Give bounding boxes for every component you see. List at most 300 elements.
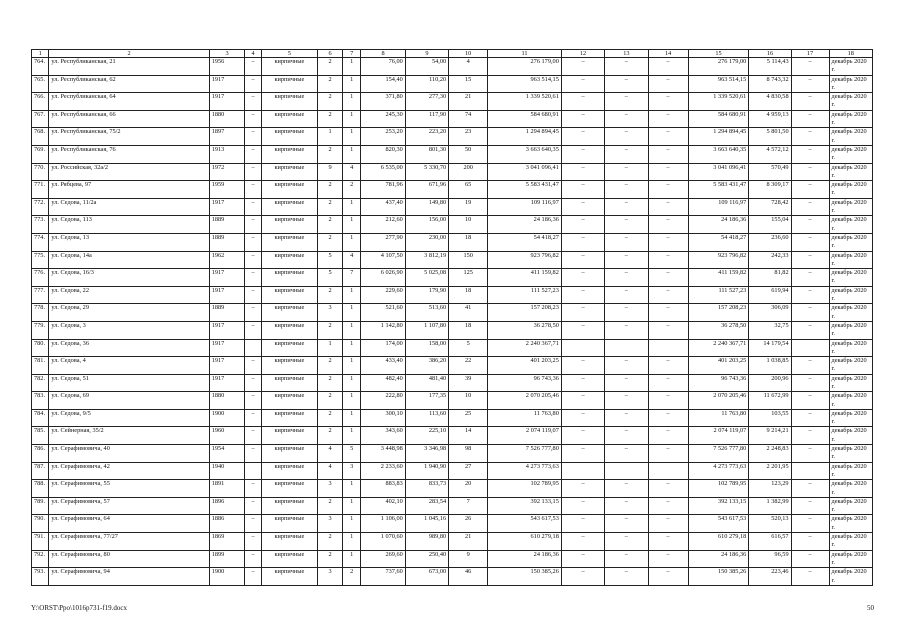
table-cell: 392 133,15 xyxy=(488,497,562,515)
column-number-header: 18 xyxy=(829,50,872,58)
table-row xyxy=(32,339,873,357)
table-cell: – xyxy=(245,286,261,304)
table-cell: 1 xyxy=(342,110,360,128)
table-cell: – xyxy=(245,321,261,339)
table-cell: 791. xyxy=(32,533,49,551)
table-cell: 2 074 119,07 xyxy=(488,427,562,445)
table-cell: – xyxy=(561,321,604,339)
table-cell: – xyxy=(648,163,688,181)
table-cell: ул. Седова, 4 xyxy=(49,357,209,375)
table-cell: 19 xyxy=(449,198,488,216)
column-number-header: 3 xyxy=(209,50,245,58)
table-row xyxy=(32,321,873,339)
table-cell: – xyxy=(648,251,688,269)
table-cell: 1917 xyxy=(209,198,245,216)
table-cell: 111 527,23 xyxy=(688,286,749,304)
table-cell: – xyxy=(605,181,648,199)
table-cell: декабрь 2020 г. xyxy=(829,357,872,375)
table-cell: ул. Республиканская, 76 xyxy=(49,145,209,163)
table-cell: – xyxy=(648,286,688,304)
table-cell: – xyxy=(605,550,648,568)
table-cell: декабрь 2020 г. xyxy=(829,427,872,445)
column-number-header: 5 xyxy=(261,50,317,58)
table-cell: 8 743,32 xyxy=(749,75,791,93)
table-cell: – xyxy=(791,374,829,392)
table-cell: 3 663 640,35 xyxy=(688,145,749,163)
table-cell: 1 107,80 xyxy=(405,321,448,339)
table-cell: 9 214,21 xyxy=(749,427,791,445)
table-cell: ул. Седова, 51 xyxy=(49,374,209,392)
table-cell: – xyxy=(561,181,604,199)
table-cell: 770. xyxy=(32,163,49,181)
table-cell: – xyxy=(648,533,688,551)
table-cell: 411 159,82 xyxy=(488,269,562,287)
table-cell: 11 763,80 xyxy=(688,409,749,427)
table-cell: 123,29 xyxy=(749,480,791,498)
table-cell: – xyxy=(245,515,261,533)
table-cell: 2 070 205,46 xyxy=(688,392,749,410)
table-cell: 156,00 xyxy=(405,216,448,234)
table-cell: 520,13 xyxy=(749,515,791,533)
table-cell: 2 074 119,07 xyxy=(688,427,749,445)
table-cell: ул. Российская, 32а/2 xyxy=(49,163,209,181)
table-cell: декабрь 2020 г. xyxy=(829,163,872,181)
table-cell: 5 583 431,47 xyxy=(688,181,749,199)
table-cell: 5 xyxy=(342,445,360,463)
table-row xyxy=(32,181,873,199)
table-cell: 2 xyxy=(318,233,343,251)
table-cell: – xyxy=(245,480,261,498)
table-cell: кирпичные xyxy=(261,269,317,287)
table-cell: ул. Седова, 22 xyxy=(49,286,209,304)
table-cell: кирпичные xyxy=(261,462,317,480)
table-cell: – xyxy=(791,427,829,445)
table-cell: кирпичные xyxy=(261,392,317,410)
table-cell: 767. xyxy=(32,110,49,128)
table-cell: 277,90 xyxy=(361,233,405,251)
table-cell: 1889 xyxy=(209,233,245,251)
table-cell: декабрь 2020 г. xyxy=(829,110,872,128)
table-cell: – xyxy=(791,497,829,515)
table-cell: – xyxy=(791,145,829,163)
table-cell: 781. xyxy=(32,357,49,375)
table-cell: 780. xyxy=(32,339,49,357)
table-cell: 402,10 xyxy=(361,497,405,515)
table-cell: 81,82 xyxy=(749,269,791,287)
table-cell: – xyxy=(791,445,829,463)
table-cell: 9 xyxy=(318,163,343,181)
table-cell: – xyxy=(561,515,604,533)
table-cell: – xyxy=(245,357,261,375)
table-cell: – xyxy=(561,58,604,76)
table-cell: кирпичные xyxy=(261,286,317,304)
table-cell: 23 xyxy=(449,128,488,146)
table-cell: 223,20 xyxy=(405,128,448,146)
table-cell: кирпичные xyxy=(261,339,317,357)
table-cell: 1900 xyxy=(209,568,245,586)
table-cell: – xyxy=(561,533,604,551)
table-cell: кирпичные xyxy=(261,216,317,234)
table-cell: 1913 xyxy=(209,145,245,163)
table-cell: 157 208,23 xyxy=(488,304,562,322)
table-cell: – xyxy=(245,497,261,515)
table-cell: 786. xyxy=(32,445,49,463)
table-cell: – xyxy=(791,93,829,111)
table-row xyxy=(32,533,873,551)
table-cell: 1917 xyxy=(209,269,245,287)
table-cell: – xyxy=(561,497,604,515)
table-cell: – xyxy=(648,93,688,111)
table-cell: – xyxy=(561,357,604,375)
table-cell: – xyxy=(648,392,688,410)
table-cell: 223,46 xyxy=(749,568,791,586)
table-cell: – xyxy=(605,409,648,427)
table-cell: 2 xyxy=(318,533,343,551)
table-cell: 4 xyxy=(318,445,343,463)
table-cell: 155,04 xyxy=(749,216,791,234)
table-cell: – xyxy=(648,233,688,251)
table-cell: – xyxy=(605,357,648,375)
table-cell: – xyxy=(245,374,261,392)
table-cell: 24 186,36 xyxy=(688,550,749,568)
table-cell: – xyxy=(605,145,648,163)
table-cell: 200,96 xyxy=(749,374,791,392)
table-cell: ул. Серафимовича, 77/27 xyxy=(49,533,209,551)
table-cell: – xyxy=(561,286,604,304)
table-cell: 1 xyxy=(342,550,360,568)
table-cell: 5 583 431,47 xyxy=(488,181,562,199)
table-row xyxy=(32,145,873,163)
column-number-header: 4 xyxy=(245,50,261,58)
column-number-header: 13 xyxy=(605,50,648,58)
table-cell: 1900 xyxy=(209,409,245,427)
table-cell: 2 xyxy=(318,409,343,427)
table-cell: – xyxy=(605,128,648,146)
table-cell: 11 763,80 xyxy=(488,409,562,427)
table-cell: – xyxy=(245,233,261,251)
table-cell: – xyxy=(245,409,261,427)
table-cell: 3 041 096,41 xyxy=(688,163,749,181)
table-cell: 2 xyxy=(318,497,343,515)
address-table xyxy=(31,49,873,586)
table-cell: 3 041 096,41 xyxy=(488,163,562,181)
table-cell: 103,55 xyxy=(749,409,791,427)
table-cell: 433,40 xyxy=(361,357,405,375)
table-cell: 2 xyxy=(318,110,343,128)
table-cell: 1889 xyxy=(209,216,245,234)
table-cell: 2 xyxy=(318,321,343,339)
table-cell: 18 xyxy=(449,233,488,251)
table-cell: 1917 xyxy=(209,357,245,375)
table-cell: 236,60 xyxy=(749,233,791,251)
table-cell: декабрь 2020 г. xyxy=(829,93,872,111)
table-cell: – xyxy=(648,374,688,392)
table-cell: – xyxy=(791,58,829,76)
table-cell: 728,42 xyxy=(749,198,791,216)
table-cell: 1954 xyxy=(209,445,245,463)
table-cell: 4 xyxy=(342,163,360,181)
table-cell: – xyxy=(648,515,688,533)
table-row xyxy=(32,233,873,251)
table-cell: 26 xyxy=(449,515,488,533)
table-cell: – xyxy=(605,497,648,515)
table-cell: 5 801,50 xyxy=(749,128,791,146)
table-cell: 5 xyxy=(449,339,488,357)
table-cell: 386,20 xyxy=(405,357,448,375)
table-cell: 125 xyxy=(449,269,488,287)
table-cell: 1 940,90 xyxy=(405,462,448,480)
table-cell: 782. xyxy=(32,374,49,392)
table-cell: 2 xyxy=(318,93,343,111)
table-cell: 6 535,00 xyxy=(361,163,405,181)
table-cell: – xyxy=(605,233,648,251)
table-cell: 96,59 xyxy=(749,550,791,568)
table-row xyxy=(32,445,873,463)
table-cell: 276 179,00 xyxy=(688,58,749,76)
table-cell: 481,40 xyxy=(405,374,448,392)
table-cell: – xyxy=(561,251,604,269)
table-cell: 610 279,18 xyxy=(688,533,749,551)
table-cell: 883,83 xyxy=(361,480,405,498)
table-cell: 253,20 xyxy=(361,128,405,146)
column-number-header: 12 xyxy=(561,50,604,58)
table-cell: – xyxy=(561,75,604,93)
table-cell: 1972 xyxy=(209,163,245,181)
table-cell: 174,00 xyxy=(361,339,405,357)
table-cell: 245,30 xyxy=(361,110,405,128)
table-cell: – xyxy=(605,216,648,234)
table-cell: декабрь 2020 г. xyxy=(829,269,872,287)
table-cell: 230,00 xyxy=(405,233,448,251)
table-cell: 411 159,82 xyxy=(688,269,749,287)
table-cell: 96 743,36 xyxy=(488,374,562,392)
table-cell: 54 418,27 xyxy=(688,233,749,251)
table-cell: 14 179,54 xyxy=(749,339,791,357)
table-cell: 789. xyxy=(32,497,49,515)
table-row xyxy=(32,198,873,216)
table-cell: 584 680,91 xyxy=(688,110,749,128)
table-cell: 1940 xyxy=(209,462,245,480)
table-cell: ул. Седова, 16/3 xyxy=(49,269,209,287)
table-cell: 1 294 894,45 xyxy=(488,128,562,146)
table-cell: 4 xyxy=(449,58,488,76)
table-cell: – xyxy=(791,198,829,216)
table-cell: 1 339 520,61 xyxy=(688,93,749,111)
table-cell: 229,60 xyxy=(361,286,405,304)
table-cell: 2 240 367,71 xyxy=(688,339,749,357)
table-cell: – xyxy=(791,128,829,146)
table-cell: 610 279,18 xyxy=(488,533,562,551)
table-cell: 2 240 367,71 xyxy=(488,339,562,357)
table-cell: 2 xyxy=(318,357,343,375)
table-cell: 1899 xyxy=(209,550,245,568)
table-row xyxy=(32,163,873,181)
table-cell: декабрь 2020 г. xyxy=(829,58,872,76)
table-cell: 117,90 xyxy=(405,110,448,128)
table-cell: 20 xyxy=(449,480,488,498)
table-cell: – xyxy=(561,163,604,181)
table-cell: – xyxy=(245,216,261,234)
table-cell: 5 114,43 xyxy=(749,58,791,76)
table-cell: 179,90 xyxy=(405,286,448,304)
table-cell: – xyxy=(791,251,829,269)
table-cell xyxy=(648,339,688,357)
table-cell: 1 xyxy=(342,145,360,163)
table-cell: 989,80 xyxy=(405,533,448,551)
table-cell: ул. Седова, 11/2а xyxy=(49,198,209,216)
table-cell: – xyxy=(245,58,261,76)
table-cell: кирпичные xyxy=(261,128,317,146)
table-cell: 24 186,36 xyxy=(488,216,562,234)
table-cell: ул. Седова, 29 xyxy=(49,304,209,322)
table-cell: 963 514,15 xyxy=(688,75,749,93)
table-cell: – xyxy=(791,75,829,93)
table-cell: – xyxy=(791,269,829,287)
table-row xyxy=(32,269,873,287)
table-cell: 54 418,27 xyxy=(488,233,562,251)
table-cell: – xyxy=(561,374,604,392)
table-cell: декабрь 2020 г. xyxy=(829,515,872,533)
table-cell: 2 xyxy=(318,286,343,304)
table-cell: 110,20 xyxy=(405,75,448,93)
table-cell: – xyxy=(791,233,829,251)
table-cell: 1917 xyxy=(209,321,245,339)
table-cell: – xyxy=(791,181,829,199)
table-cell: 14 xyxy=(449,427,488,445)
table-cell: 765. xyxy=(32,75,49,93)
table-cell: 1 xyxy=(342,233,360,251)
table-cell: 2 xyxy=(318,216,343,234)
table-cell: 3 448,98 xyxy=(361,445,405,463)
table-cell: кирпичные xyxy=(261,110,317,128)
table-cell xyxy=(791,339,829,357)
column-number-header: 9 xyxy=(405,50,448,58)
table-cell: 401 203,25 xyxy=(688,357,749,375)
table-cell: – xyxy=(605,110,648,128)
table-cell: – xyxy=(245,93,261,111)
table-cell: декабрь 2020 г. xyxy=(829,462,872,480)
table-cell: – xyxy=(605,198,648,216)
table-cell: 1 xyxy=(342,216,360,234)
table-cell: ул. Серафимовича, 42 xyxy=(49,462,209,480)
table-cell: кирпичные xyxy=(261,357,317,375)
table-cell: 3 xyxy=(342,462,360,480)
table-cell: 774. xyxy=(32,233,49,251)
table-row xyxy=(32,392,873,410)
table-cell: 150 385,26 xyxy=(688,568,749,586)
table-cell: 4 959,13 xyxy=(749,110,791,128)
table-cell: 154,40 xyxy=(361,75,405,93)
table-cell: – xyxy=(245,533,261,551)
table-cell: 6 026,90 xyxy=(361,269,405,287)
table-cell: 4 xyxy=(318,462,343,480)
table-cell: 521,60 xyxy=(361,304,405,322)
header-row xyxy=(32,50,873,58)
table-cell: – xyxy=(648,198,688,216)
table-cell xyxy=(245,339,261,357)
table-cell: 39 xyxy=(449,374,488,392)
table-cell: декабрь 2020 г. xyxy=(829,233,872,251)
table-cell: декабрь 2020 г. xyxy=(829,75,872,93)
table-cell: 283,54 xyxy=(405,497,448,515)
table-cell: кирпичные xyxy=(261,198,317,216)
table-cell: 482,40 xyxy=(361,374,405,392)
table-cell: декабрь 2020 г. xyxy=(829,497,872,515)
table-cell: 787. xyxy=(32,462,49,480)
table-cell: 673,00 xyxy=(405,568,448,586)
table-cell: декабрь 2020 г. xyxy=(829,392,872,410)
table-cell: 36 278,50 xyxy=(488,321,562,339)
table-cell: кирпичные xyxy=(261,233,317,251)
table-cell: 1 xyxy=(342,392,360,410)
table-cell: – xyxy=(605,427,648,445)
table-cell: – xyxy=(245,198,261,216)
table-cell: 793. xyxy=(32,568,49,586)
table-cell: – xyxy=(245,427,261,445)
column-number-header: 6 xyxy=(318,50,343,58)
table-cell: – xyxy=(605,163,648,181)
table-cell: 1880 xyxy=(209,110,245,128)
table-cell: – xyxy=(648,321,688,339)
table-cell xyxy=(605,462,648,480)
table-cell: декабрь 2020 г. xyxy=(829,251,872,269)
column-number-header: 11 xyxy=(488,50,562,58)
table-cell: ул. Седова, 36 xyxy=(49,339,209,357)
table-cell: кирпичные xyxy=(261,145,317,163)
table-cell: 300,10 xyxy=(361,409,405,427)
table-cell: 801,30 xyxy=(405,145,448,163)
table-cell: 96 743,36 xyxy=(688,374,749,392)
table-cell: кирпичные xyxy=(261,304,317,322)
table-cell: – xyxy=(791,409,829,427)
table-cell: 1 339 520,61 xyxy=(488,93,562,111)
table-cell: 781,96 xyxy=(361,181,405,199)
table-cell: 616,57 xyxy=(749,533,791,551)
table-cell: – xyxy=(648,550,688,568)
table-cell: 1 070,60 xyxy=(361,533,405,551)
table-cell: – xyxy=(561,568,604,586)
table-cell: 46 xyxy=(449,568,488,586)
table-cell: 8 309,17 xyxy=(749,181,791,199)
table-cell xyxy=(648,462,688,480)
table-cell: – xyxy=(648,269,688,287)
table-cell: 772. xyxy=(32,198,49,216)
table-cell: декабрь 2020 г. xyxy=(829,216,872,234)
table-cell: 2 201,95 xyxy=(749,462,791,480)
table-cell: 4 572,12 xyxy=(749,145,791,163)
table-cell: 269,60 xyxy=(361,550,405,568)
table-cell: 4 273 773,63 xyxy=(688,462,749,480)
table-cell: – xyxy=(648,216,688,234)
table-cell: ул. Серафимовича, 57 xyxy=(49,497,209,515)
table-cell: 41 xyxy=(449,304,488,322)
table-cell: 22 xyxy=(449,357,488,375)
table-cell: – xyxy=(245,269,261,287)
table-cell: 1 106,00 xyxy=(361,515,405,533)
table-cell: – xyxy=(561,198,604,216)
table-cell: 102 789,95 xyxy=(488,480,562,498)
table-cell: ул. Серафимовича, 94 xyxy=(49,568,209,586)
table-cell: – xyxy=(605,269,648,287)
table-cell: 963 514,15 xyxy=(488,75,562,93)
table-cell: 1 xyxy=(342,286,360,304)
table-cell: 1 xyxy=(342,198,360,216)
table-cell: 4 xyxy=(342,251,360,269)
table-cell: 1 xyxy=(342,497,360,515)
table-cell: 2 xyxy=(318,58,343,76)
table-cell: – xyxy=(245,75,261,93)
table-cell: 1 xyxy=(342,533,360,551)
